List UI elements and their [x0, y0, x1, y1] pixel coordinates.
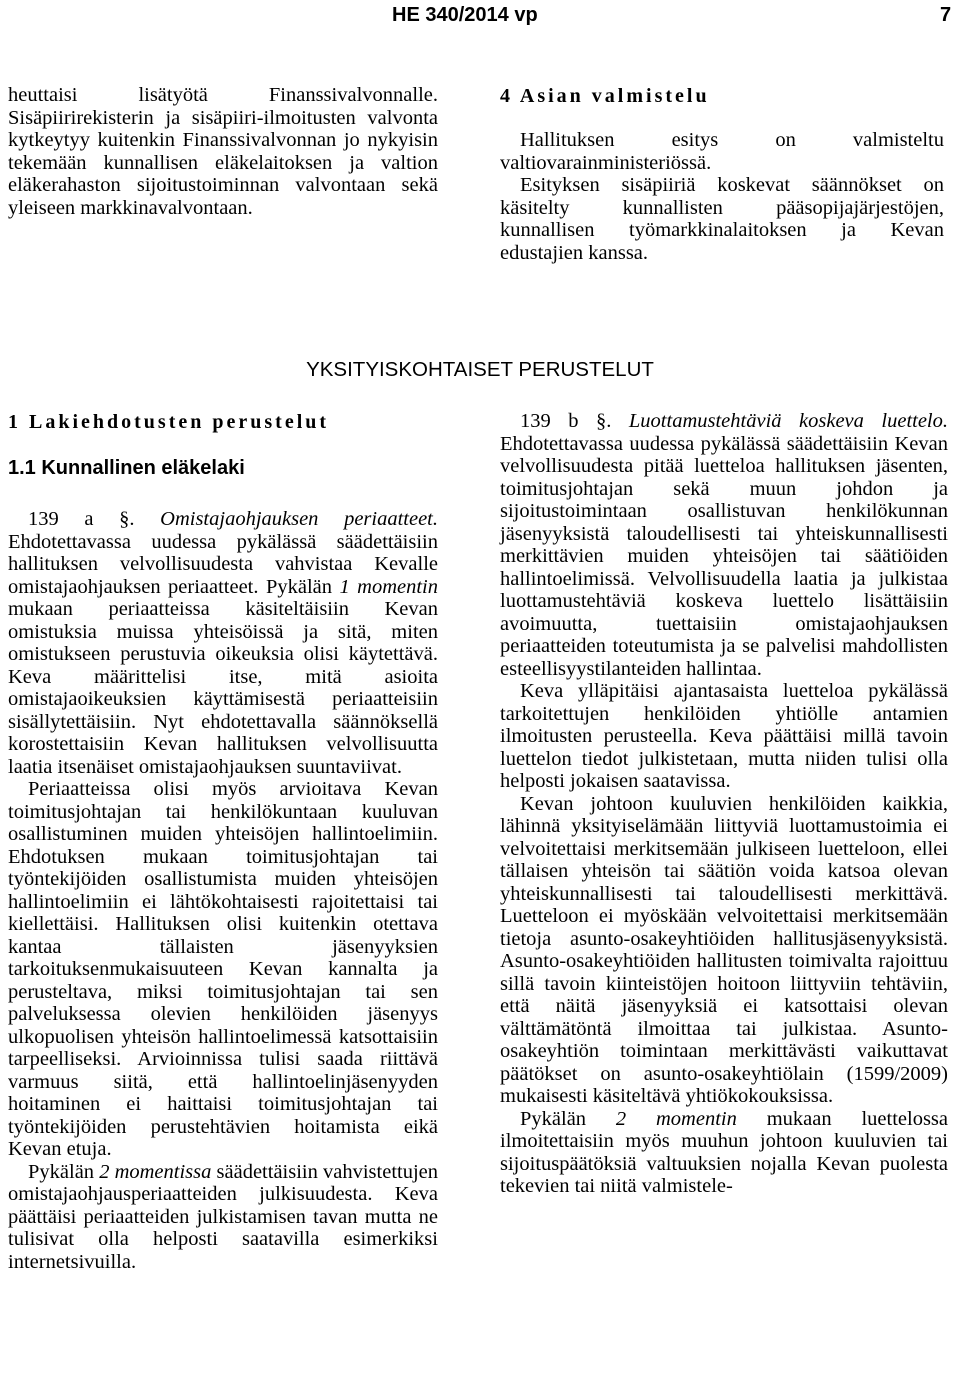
section-number: 139 a §.	[28, 508, 135, 530]
right-column	[500, 410, 948, 1198]
paragraph-139b	[500, 410, 948, 680]
moment-reference: 1 momentin	[339, 575, 438, 598]
paragraph-text: Pykälän	[28, 1160, 95, 1183]
section-4-paragraph-2: Esityksen sisäpiiriä koskevat säännökset on käsitelty kunnallisten pääsopijajärjestöjen, kunnallisen työmarkkinalaitoksen ja Kevan edustajien kanssa.	[500, 174, 944, 264]
running-header	[0, 4, 960, 30]
paragraph-4	[500, 1108, 948, 1198]
subsection-1-1-heading: 1.1 Kunnallinen eläkelaki	[8, 457, 245, 479]
document-id: HE 340/2014 vp	[392, 4, 538, 26]
paragraph-text: Pykälän	[520, 1107, 587, 1130]
paragraph-3	[8, 1161, 438, 1274]
paragraph-text: Ehdotettavassa uudessa pykälässä säädettäisiin Kevan velvollisuudesta pitää luetteloa hallituksen jäsenten, toimitusjohtajan sekä muun johdon ja sijoitustoimintaan osallistuvan henkilökunnan jäsenyyksistä taloudellisesti tai yhteiskunnallisesti merkittävien muiden yhteisöjen tai säätiöiden hallintoelimissä. Velvollisuudella laatia ja julkistaa luottamustehtäviä koskeva luettelo lisättäisiin avoimuutta, tuettaisiin omistajaohjauksen periaatteiden toteutumista ja se palvelisi mahdollisten esteellisyystilanteiden hallintaa.	[500, 432, 948, 680]
paragraph-text: säädettäisiin vahvistettujen omistajaohjausperiaatteiden julkisuudesta. Keva päättäisi periaatteiden julkistamisen tavan mutta ne tulisivat olla helposti saatavilla esimerkiksi internetsivuilla.	[8, 1160, 438, 1273]
section-title: Omistajaohjauksen periaatteet.	[160, 508, 438, 530]
paragraph-3: Kevan johtoon kuuluvien henkilöiden kaikkia, lähinnä yksityiselämään liittyviä luottamustoimia ei velvoitettaisi merkitsemään julkiseen luetteloon, ellei tällaisen yhteisön tai säätiön voida katsoa olevan yhteiskunnallisesti tai taloudellisesti merkittävä. Luetteloon ei myöskään velvoitettaisi merkitsemään tietoja asunto-osakeyhtiöiden hallitusjäsenyyksistä. Asunto-osakeyhtiöiden hallitusten toimivalta rajoittuu sillä tavoin kiinteistöjen hoitoon liittyviin tehtäviin, että näitä jäsenyyksiä ei katsottaisi olevan välttämätöntä ilmoittaa tai julkistaa. Asunto-osakeyhtiön toimintaan merkittävästi vaikuttavat päätökset on asunto-osakeyhtiölain (1599/2009) mukaisesti käsiteltävä yhtiökokouksissa.	[500, 792, 948, 1107]
top-left-column	[8, 84, 438, 219]
left-column	[8, 410, 438, 1273]
section-4-paragraph-1: Hallituksen esitys on valmisteltu valtiovarainministeriössä.	[500, 129, 944, 174]
paragraph-2: Periaatteissa olisi myös arvioitava Kevan toimitusjohtajan tai henkilökuntaan kuuluvan osallistuminen muiden yhteisöjen hallintoelimiin. Ehdotuksen mukaan toimitusjohtajan tai työntekijöiden osallistumista muiden yhteisöjen hallintoelimiin ei lähtökohtaisesti rajoitettaisi tai kiellettäisi. Hallituksen olisi kuitenkin otettava kantaa tällaisten jäsenyyksien tarkoituksenmukaisuuteen Kevan kannalta ja perusteltava, miksi toimitusjohtajan tai sen palveluksessa olevien henkilöiden jäsenyys ulkopuolisen yhteisön hallintoelimessä katsottaisiin tarpeelliseksi. Arvioinnissa tulisi saada riittävä varmuus siitä, että hallintoelinjäsenyyden hoitaminen ei haittaisi toimitusjohtajan tai työntekijöiden perustehtävien hoitamista eikä Kevan etuja.	[8, 778, 438, 1160]
section-number: 139 b §.	[520, 410, 612, 432]
moment-reference: 2 momentin	[615, 1107, 737, 1130]
paragraph-2: Keva ylläpitäisi ajantasaista luetteloa pykälässä tarkoitettujen henkilöiden yhtiölle antamien ilmoitusten perusteella. Keva päättäisi millä tavoin luettelon tiedot julkistetaan, mutta niiden tulisi olla helposti jokaisen saatavissa.	[500, 680, 948, 792]
paragraph-139a	[8, 508, 438, 778]
paragraph-text: mukaan periaatteissa käsiteltäisiin Kevan omistuksia muissa yhteisöissä ja sitä, miten omistukseen perustuvia oikeuksia olisi käytettävä. Keva määrittelisi itse, mitä asioita omistajaoikeuksien käyttämisestä periaatteisiin sisällytettäisiin. Nyt ehdotettavalla säännöksellä korostettaisiin Kevan hallituksen velvollisuutta laatia itsenäiset omistajaohjauksen suuntaviivat.	[8, 598, 438, 778]
paragraph-text: mukaan luettelossa ilmoitettaisiin myös muuhun johtoon kuuluvien tai sijoituspäätöksiä valtuuksien nojalla Kevan puolesta tekevien tai niitä valmistele-	[500, 1107, 948, 1197]
paragraph-text: Ehdotettavassa uudessa pykälässä säädettäisiin hallituksen velvollisuudesta vahvistaa Kevalle omistajaohjauksen periaatteet. Pykälän	[8, 530, 438, 598]
section-1-heading: 1 Lakiehdotusten perustelut	[8, 411, 330, 433]
section-4-heading: 4 Asian valmistelu	[500, 85, 710, 107]
moment-reference: 2 momentissa	[99, 1160, 212, 1183]
main-title: YKSITYISKOHTAISET PERUSTELUT	[306, 358, 654, 381]
page-number: 7	[940, 4, 952, 26]
continuation-paragraph: heuttaisi lisätyötä Finanssivalvonnalle. Sisäpiirirekisterin ja sisäpiiri-ilmoitusten valvonta kytkeytyy kuitenkin Finanssivalvonnan jo nykyisin tekemään kunnallisen eläkelaitoksen ja valtion eläkerahaston sijoitustoiminnan valvontaan sekä yleiseen markkinavalvontaan.	[8, 84, 438, 219]
top-right-column	[500, 84, 944, 264]
section-title: Luottamustehtäviä koskeva luettelo.	[628, 410, 949, 432]
